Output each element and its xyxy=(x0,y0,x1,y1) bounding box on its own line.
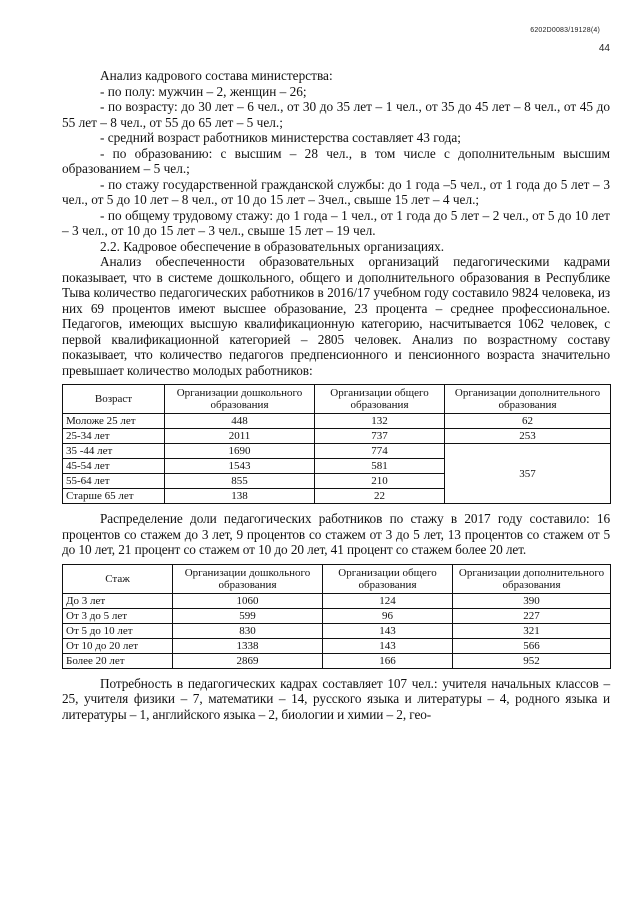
table-cell: 1338 xyxy=(173,638,323,653)
table-cell: 1690 xyxy=(165,444,315,459)
age-table xyxy=(62,384,611,504)
table-cell: 952 xyxy=(453,653,611,668)
column-header: Организации дополнительного образования xyxy=(453,564,611,593)
paragraph: - по полу: мужчин – 2, женщин – 26; xyxy=(100,83,307,99)
experience-table xyxy=(62,564,611,669)
paragraph: - средний возраст работников министерства составляет 43 года; xyxy=(100,130,461,145)
table-cell: 566 xyxy=(453,638,611,653)
table-cell: 774 xyxy=(315,444,445,459)
table-cell: 2869 xyxy=(173,653,323,668)
table-cell: 96 xyxy=(323,608,453,623)
column-header: Организации дошкольного образования xyxy=(165,385,315,414)
table-cell: 138 xyxy=(165,489,315,504)
table-cell: Моложе 25 лет xyxy=(63,414,165,429)
table-cell: 390 xyxy=(453,593,611,608)
table-cell: 581 xyxy=(315,459,445,474)
paragraph: Потребность в педагогических кадрах составляет 107 чел.: учителя начальных классов – 25, учителя физики – 7, математики – 14, русского языка и литературы – 4, родного языка и литературы – 1, английского языка – 2, биологии и химии – 2, гео- xyxy=(62,675,610,722)
table-cell: От 3 до 5 лет xyxy=(63,608,173,623)
table-cell: От 10 до 20 лет xyxy=(63,638,173,653)
paragraph: - по стажу государственной гражданской службы: до 1 года –5 чел., от 1 года до 5 лет – 3 чел., от 5 до 10 лет – 8 чел., от 10 до 15 лет – 3чел., свыше 15 лет – 4 чел.; xyxy=(62,176,610,207)
table-cell: 143 xyxy=(323,638,453,653)
table-row xyxy=(63,623,611,638)
table-cell: 855 xyxy=(165,474,315,489)
table-cell: 166 xyxy=(323,653,453,668)
table-header-row xyxy=(63,564,611,593)
column-header: Стаж xyxy=(63,564,173,593)
table-cell: 132 xyxy=(315,414,445,429)
merged-table-cell: 357 xyxy=(445,444,611,504)
paragraph: - по возрасту: до 30 лет – 6 чел., от 30 до 35 лет – 1 чел., от 35 до 45 лет – 8 чел., от 45 до 55 лет – 8 чел., от 55 до 65 лет – 5 чел.; xyxy=(62,99,610,130)
table-cell: 599 xyxy=(173,608,323,623)
paragraph: - по образованию: с высшим – 28 чел., в том числе с дополнительным высшим образованием – 5 чел.; xyxy=(62,145,610,176)
table-cell: 35 -44 лет xyxy=(63,444,165,459)
column-header: Организации дошкольного образования xyxy=(173,564,323,593)
table-cell: 143 xyxy=(323,623,453,638)
section-heading: 2.2. Кадровое обеспечение в образовательных организациях. xyxy=(100,238,445,254)
document-id: 6202D0083/19128(4) xyxy=(530,27,600,34)
table-cell: 55-64 лет xyxy=(63,474,165,489)
paragraph: Распределение доли педагогических работников по стажу в 2017 году составило: 16 процентов со стажем до 3 лет, 9 процентов со стажем от 3 до 5 лет, 13 процентов со стажем от 5 до 10 лет, 21 процент со стажем от 10 до 20 лет, 41 процент со стажем более 20 лет. xyxy=(62,511,610,557)
table-row xyxy=(63,653,611,668)
table-cell: Более 20 лет xyxy=(63,653,173,668)
table-cell: 1060 xyxy=(173,593,323,608)
table-cell: 45-54 лет xyxy=(63,459,165,474)
table-row xyxy=(63,593,611,608)
table-cell: 321 xyxy=(453,623,611,638)
column-header: Организации общего образования xyxy=(315,385,445,414)
table-cell: 227 xyxy=(453,608,611,623)
table-cell: 448 xyxy=(165,414,315,429)
paragraph: - по общему трудовому стажу: до 1 года – 1 чел., от 1 года до 5 лет – 2 чел., от 5 до 10 лет – 3 чел., от 10 до 15 лет – 3 чел., свыше 15 лет – 19 чел. xyxy=(62,207,610,238)
page-number: 44 xyxy=(598,43,610,54)
table-header-row xyxy=(63,385,611,414)
column-header: Организации общего образования xyxy=(323,564,453,593)
table-row xyxy=(63,429,611,444)
paragraph: Анализ кадрового состава министерства: xyxy=(100,68,333,83)
table-cell: 830 xyxy=(173,623,323,638)
table-cell: 253 xyxy=(445,429,611,444)
table-row xyxy=(63,414,611,429)
paragraph: Анализ обеспеченности образовательных организаций педагогическими кадрами показывает, что в системе дошкольного, общего и дополнительного образования в Республике Тыва количество педагогических работников в 2016/17 учебном году составило 9824 человека, из них 69 процентов имеют высшее образование, 23 процента – среднее профессиональное. Педагогов, имеющих высшую квалификационную категорию, насчитывается 1062 человек, с первой квалификационной категорией – 2805 человек. Анализ по возрастному составу показывает, что количество педагогов предпенсионного и пенсионного возраста значительно превышает количество молодых работников: xyxy=(62,254,610,378)
table-row xyxy=(63,444,611,459)
column-header: Организации дополнительного образования xyxy=(445,385,611,414)
table-cell: 22 xyxy=(315,489,445,504)
table-cell: 1543 xyxy=(165,459,315,474)
column-header: Возраст xyxy=(63,385,165,414)
table-row xyxy=(63,638,611,653)
table-cell: От 5 до 10 лет xyxy=(63,623,173,638)
table-cell: 210 xyxy=(315,474,445,489)
document-body xyxy=(62,68,610,722)
table-row xyxy=(63,608,611,623)
table-cell: 62 xyxy=(445,414,611,429)
table-cell: 25-34 лет xyxy=(63,429,165,444)
table-cell: 2011 xyxy=(165,429,315,444)
table-cell: 737 xyxy=(315,429,445,444)
table-cell: До 3 лет xyxy=(63,593,173,608)
table-cell: 124 xyxy=(323,593,453,608)
table-cell: Старше 65 лет xyxy=(63,489,165,504)
